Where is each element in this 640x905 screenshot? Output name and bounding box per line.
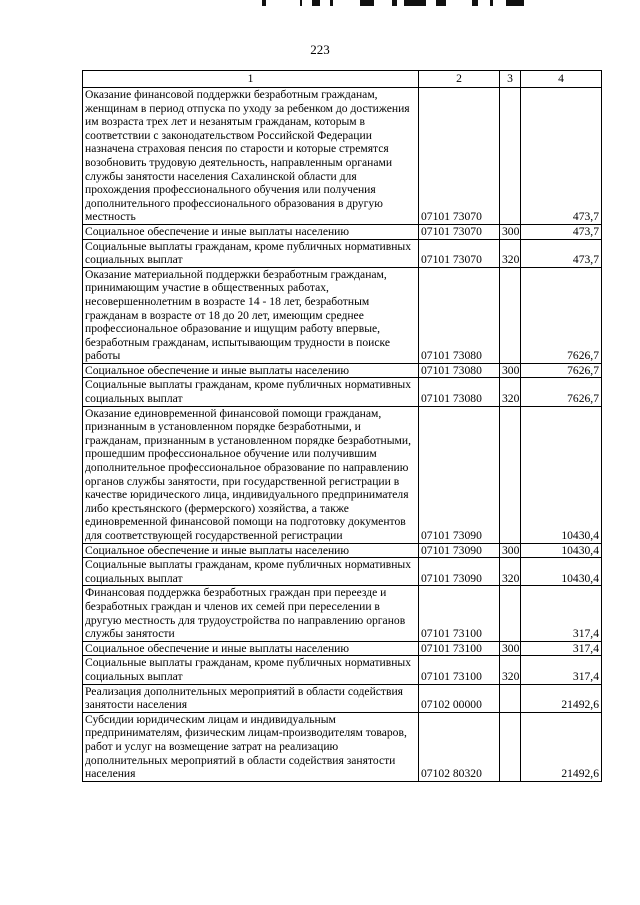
row-type: 300 — [500, 363, 521, 378]
row-code: 07102 00000 — [419, 684, 500, 712]
column-header-amount: 4 — [521, 71, 602, 88]
row-name: Реализация дополнительных мероприятий в области содействия занятости населения — [83, 684, 419, 712]
table-row — [83, 406, 602, 543]
row-type: 300 — [500, 641, 521, 656]
row-code: 07101 73070 — [419, 88, 500, 225]
row-code: 07101 73090 — [419, 406, 500, 543]
row-name: Оказание финансовой поддержки безработным гражданам, женщинам в период отпуска по уходу за ребенком до достижения им возраста трех лет и незанятым гражданам, которым в соответствии с законодательством Российской Федерации назначена страховая пенсия по старости и которые стремятся возобновить трудовую деятельность, направленным органами службы занятости населения Сахалинской области для прохождения профессионального обучения или получения дополнительного профессионального образования в другую местность — [83, 88, 419, 225]
table-row — [83, 378, 602, 406]
table-row — [83, 656, 602, 684]
row-name: Социальное обеспечение и иные выплаты населению — [83, 543, 419, 558]
row-amount: 10430,4 — [521, 558, 602, 586]
row-amount: 473,7 — [521, 239, 602, 267]
table-row — [83, 712, 602, 781]
row-code: 07101 73070 — [419, 224, 500, 239]
row-amount: 10430,4 — [521, 543, 602, 558]
row-name: Социальное обеспечение и иные выплаты населению — [83, 224, 419, 239]
table-row — [83, 641, 602, 656]
table-row — [83, 586, 602, 641]
row-name: Социальные выплаты гражданам, кроме публичных нормативных социальных выплат — [83, 656, 419, 684]
row-type: 320 — [500, 558, 521, 586]
row-type — [500, 684, 521, 712]
row-type: 300 — [500, 224, 521, 239]
table-row — [83, 88, 602, 225]
row-amount: 317,4 — [521, 656, 602, 684]
budget-table — [82, 70, 602, 782]
row-amount: 473,7 — [521, 224, 602, 239]
row-amount: 7626,7 — [521, 267, 602, 363]
row-name: Социальные выплаты гражданам, кроме публичных нормативных социальных выплат — [83, 558, 419, 586]
row-code: 07101 73100 — [419, 586, 500, 641]
row-amount: 7626,7 — [521, 378, 602, 406]
column-header-row — [83, 71, 602, 88]
table-row — [83, 558, 602, 586]
row-name: Социальные выплаты гражданам, кроме публичных нормативных социальных выплат — [83, 239, 419, 267]
row-amount: 10430,4 — [521, 406, 602, 543]
row-amount: 317,4 — [521, 641, 602, 656]
row-code: 07101 73080 — [419, 267, 500, 363]
row-name: Социальные выплаты гражданам, кроме публичных нормативных социальных выплат — [83, 378, 419, 406]
table-row — [83, 267, 602, 363]
row-name: Оказание материальной поддержки безработным гражданам, принимающим участие в общественных работах, несовершеннолетним в возрасте 14 - 18 лет, безработным гражданам в возрасте от 18 до 20 лет, имеющим среднее профессиональное образование и ищущим работу впервые, безработным гражданам, испытывающим трудности в поиске работы — [83, 267, 419, 363]
row-code: 07101 73080 — [419, 363, 500, 378]
row-type: 320 — [500, 378, 521, 406]
page-number: 223 — [310, 42, 330, 57]
row-name: Субсидии юридическим лицам и индивидуальным предпринимателям, физическим лицам-производителям товаров, работ и услуг на возмещение затрат на реализацию дополнительных мероприятий в области содействия занятости населения — [83, 712, 419, 781]
row-type — [500, 586, 521, 641]
table-row — [83, 239, 602, 267]
row-name: Социальное обеспечение и иные выплаты населению — [83, 641, 419, 656]
row-name: Финансовая поддержка безработных граждан при переезде и безработных граждан и членов их семей при переселении в другую местность для трудоустройства по направлению органов службы занятости — [83, 586, 419, 641]
row-code: 07101 73080 — [419, 378, 500, 406]
column-header-name: 1 — [83, 71, 419, 88]
row-code: 07101 73100 — [419, 641, 500, 656]
column-header-code: 2 — [419, 71, 500, 88]
row-amount: 21492,6 — [521, 684, 602, 712]
table-row — [83, 224, 602, 239]
row-code: 07102 80320 — [419, 712, 500, 781]
row-name: Социальное обеспечение и иные выплаты населению — [83, 363, 419, 378]
row-amount: 473,7 — [521, 88, 602, 225]
row-code: 07101 73100 — [419, 656, 500, 684]
row-code: 07101 73070 — [419, 239, 500, 267]
row-name: Оказание единовременной финансовой помощи гражданам, признанным в установленном порядке безработными, и гражданам, признанным в установленном порядке безработными, прошедшим профессиональное обучение или получившим дополнительное профессиональное образование по направлению органов службы занятости, при государственной регистрации в качестве юридического лица, индивидуального предпринимателя либо крестьянского (фермерского) хозяйства, а также единовременной финансовой помощи на подготовку документов для соответствующей государственной регистрации — [83, 406, 419, 543]
row-type — [500, 712, 521, 781]
scan-artifact-bar — [0, 0, 640, 12]
row-amount: 7626,7 — [521, 363, 602, 378]
row-type: 300 — [500, 543, 521, 558]
table-row — [83, 363, 602, 378]
row-type: 320 — [500, 239, 521, 267]
row-code: 07101 73090 — [419, 558, 500, 586]
table-row — [83, 684, 602, 712]
row-type — [500, 406, 521, 543]
row-code: 07101 73090 — [419, 543, 500, 558]
row-amount: 317,4 — [521, 586, 602, 641]
column-header-type: 3 — [500, 71, 521, 88]
row-amount: 21492,6 — [521, 712, 602, 781]
table-row — [83, 543, 602, 558]
row-type — [500, 88, 521, 225]
row-type: 320 — [500, 656, 521, 684]
row-type — [500, 267, 521, 363]
